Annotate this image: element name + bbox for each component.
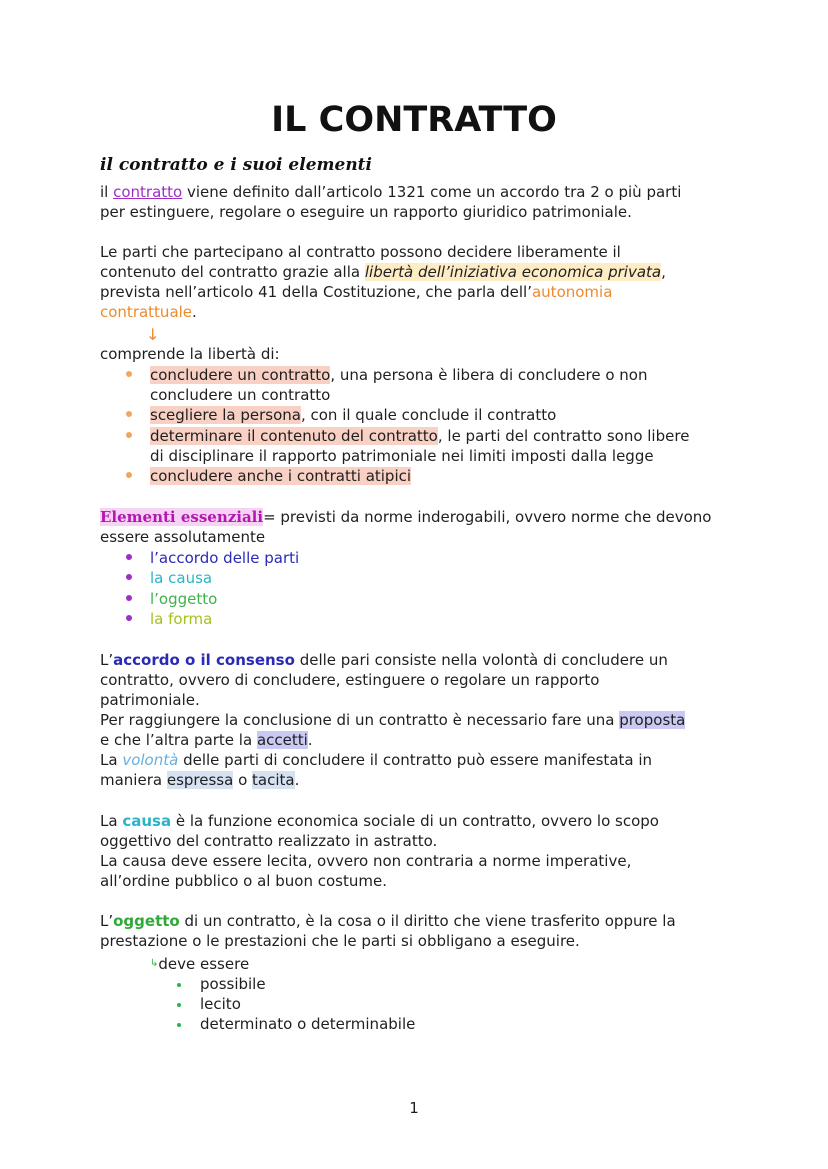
text: e che l’altra parte la bbox=[100, 731, 257, 749]
list-item: la causa bbox=[150, 569, 213, 587]
contrattuale-text: contrattuale bbox=[100, 303, 193, 321]
elementi-essenziali-label: Elementi essenziali bbox=[100, 508, 264, 526]
text: delle pari consiste nella volontà di concludere un bbox=[294, 651, 668, 669]
highlight-liberta-iniziativa: libertà dell’iniziativa economica privata bbox=[364, 263, 662, 281]
list-item: possibile bbox=[200, 975, 266, 993]
bullet-icon bbox=[126, 574, 132, 580]
bullet-icon bbox=[126, 432, 132, 438]
highlight-tacita: tacita bbox=[252, 771, 295, 789]
bullet-icon bbox=[126, 554, 132, 560]
highlight-text: concludere un contratto bbox=[150, 366, 331, 384]
list-item-continuation: concludere un contratto bbox=[150, 386, 331, 404]
text: di un contratto, è la cosa o il diritto che viene trasferito oppure la bbox=[179, 912, 676, 930]
oggetto-line-1 bbox=[100, 911, 676, 931]
parti-line-5: comprende la libertà di: bbox=[100, 345, 280, 363]
text: = previsti da norme inderogabili, ovvero norme che devono bbox=[263, 508, 712, 526]
list-item: l’accordo delle parti bbox=[150, 549, 300, 567]
list-item: l’oggetto bbox=[150, 590, 218, 608]
accordo-line-5 bbox=[100, 730, 313, 750]
text: Per raggiungere la conclusione di un contratto è necessario fare una bbox=[100, 711, 620, 729]
intro-line-1 bbox=[100, 182, 681, 202]
accordo-line-7 bbox=[100, 770, 299, 790]
contratto-link[interactable]: contratto bbox=[113, 183, 183, 201]
list-item: lecito bbox=[200, 995, 241, 1013]
text: La bbox=[100, 751, 123, 769]
bullet-icon bbox=[126, 371, 132, 377]
list-item-continuation: di disciplinare il rapporto patrimoniale nei limiti imposti dalla legge bbox=[150, 447, 654, 465]
text: . bbox=[192, 303, 197, 321]
causa-term: causa bbox=[122, 812, 172, 830]
volonta-term: volontà bbox=[122, 751, 179, 769]
essenziali-line-2: essere assolutamente bbox=[100, 528, 266, 546]
text: è la funzione economica sociale di un contratto, ovvero lo scopo bbox=[171, 812, 659, 830]
bullet-icon bbox=[177, 1003, 181, 1007]
oggetto-line-3 bbox=[150, 954, 249, 974]
highlight-espressa: espressa bbox=[166, 771, 234, 789]
text: . bbox=[307, 731, 313, 749]
causa-line-1 bbox=[100, 811, 659, 831]
accordo-term: accordo o il consenso bbox=[113, 651, 295, 669]
causa-line-3: La causa deve essere lecita, ovvero non contraria a norme imperative, bbox=[100, 852, 632, 870]
oggetto-line-2: prestazione o le prestazioni che le parti si obbligano a eseguire. bbox=[100, 932, 580, 950]
text: il bbox=[100, 183, 114, 201]
accordo-line-1 bbox=[100, 650, 668, 670]
essenziali-line-1 bbox=[100, 507, 711, 527]
bullet-icon bbox=[177, 1023, 181, 1027]
accordo-line-4 bbox=[100, 710, 685, 730]
text: delle parti di concludere il contratto può essere manifestata in bbox=[178, 751, 653, 769]
accordo-line-6 bbox=[100, 750, 652, 770]
text: , bbox=[661, 263, 666, 281]
highlight-text: determinare il contenuto del contratto bbox=[150, 427, 438, 445]
highlight-proposta: proposta bbox=[619, 711, 686, 729]
text: L’ bbox=[100, 651, 114, 669]
bullet-icon bbox=[177, 983, 181, 987]
causa-line-2: oggettivo del contratto realizzato in astratto. bbox=[100, 832, 438, 850]
highlight-text: scegliere la persona bbox=[150, 406, 301, 424]
text: , con il quale conclude il contratto bbox=[300, 406, 557, 424]
parti-line-3 bbox=[100, 282, 612, 302]
text: , le parti del contratto sono libere bbox=[437, 427, 690, 445]
text: L’ bbox=[100, 912, 114, 930]
bullet-icon bbox=[126, 472, 132, 478]
text: prevista nell’articolo 41 della Costituzione, che parla dell’ bbox=[100, 283, 532, 301]
down-arrow-icon: ↓ bbox=[146, 325, 160, 344]
page-number: 1 bbox=[409, 1099, 419, 1117]
text: viene definito dall’articolo 1321 come un accordo tra 2 o più parti bbox=[182, 183, 682, 201]
autonomia-text: autonomia bbox=[531, 283, 613, 301]
return-arrow-icon: ↳ bbox=[150, 958, 159, 969]
list-item: determinato o determinabile bbox=[200, 1015, 416, 1033]
bullet-icon bbox=[126, 411, 132, 417]
highlight-accetti: accetti bbox=[256, 731, 308, 749]
text: . bbox=[294, 771, 300, 789]
accordo-line-3: patrimoniale. bbox=[100, 691, 200, 709]
text: contenuto del contratto grazie alla bbox=[100, 263, 365, 281]
text: deve essere bbox=[158, 955, 250, 973]
list-item bbox=[150, 426, 689, 446]
page-title: IL CONTRATTO bbox=[271, 100, 557, 140]
text: La bbox=[100, 812, 123, 830]
list-item bbox=[150, 405, 556, 425]
bullet-icon bbox=[126, 615, 132, 621]
accordo-line-2: contratto, ovvero di concludere, estinguere o regolare un rapporto bbox=[100, 671, 600, 689]
text: o bbox=[233, 771, 253, 789]
causa-line-4: all’ordine pubblico o al buon costume. bbox=[100, 872, 387, 890]
text: maniera bbox=[100, 771, 167, 789]
text: , una persona è libera di concludere o non bbox=[330, 366, 648, 384]
parti-line-2 bbox=[100, 262, 666, 282]
intro-line-2: per estinguere, regolare o eseguire un rapporto giuridico patrimoniale. bbox=[100, 203, 632, 221]
oggetto-term: oggetto bbox=[113, 912, 180, 930]
list-item bbox=[150, 365, 647, 385]
list-item: la forma bbox=[150, 610, 213, 628]
section-subtitle: il contratto e i suoi elementi bbox=[100, 155, 372, 175]
parti-line-1: Le parti che partecipano al contratto possono decidere liberamente il bbox=[100, 243, 621, 261]
parti-line-4 bbox=[100, 302, 197, 322]
bullet-icon bbox=[126, 595, 132, 601]
list-item bbox=[150, 466, 411, 486]
highlight-text: concludere anche i contratti atipici bbox=[150, 467, 412, 485]
